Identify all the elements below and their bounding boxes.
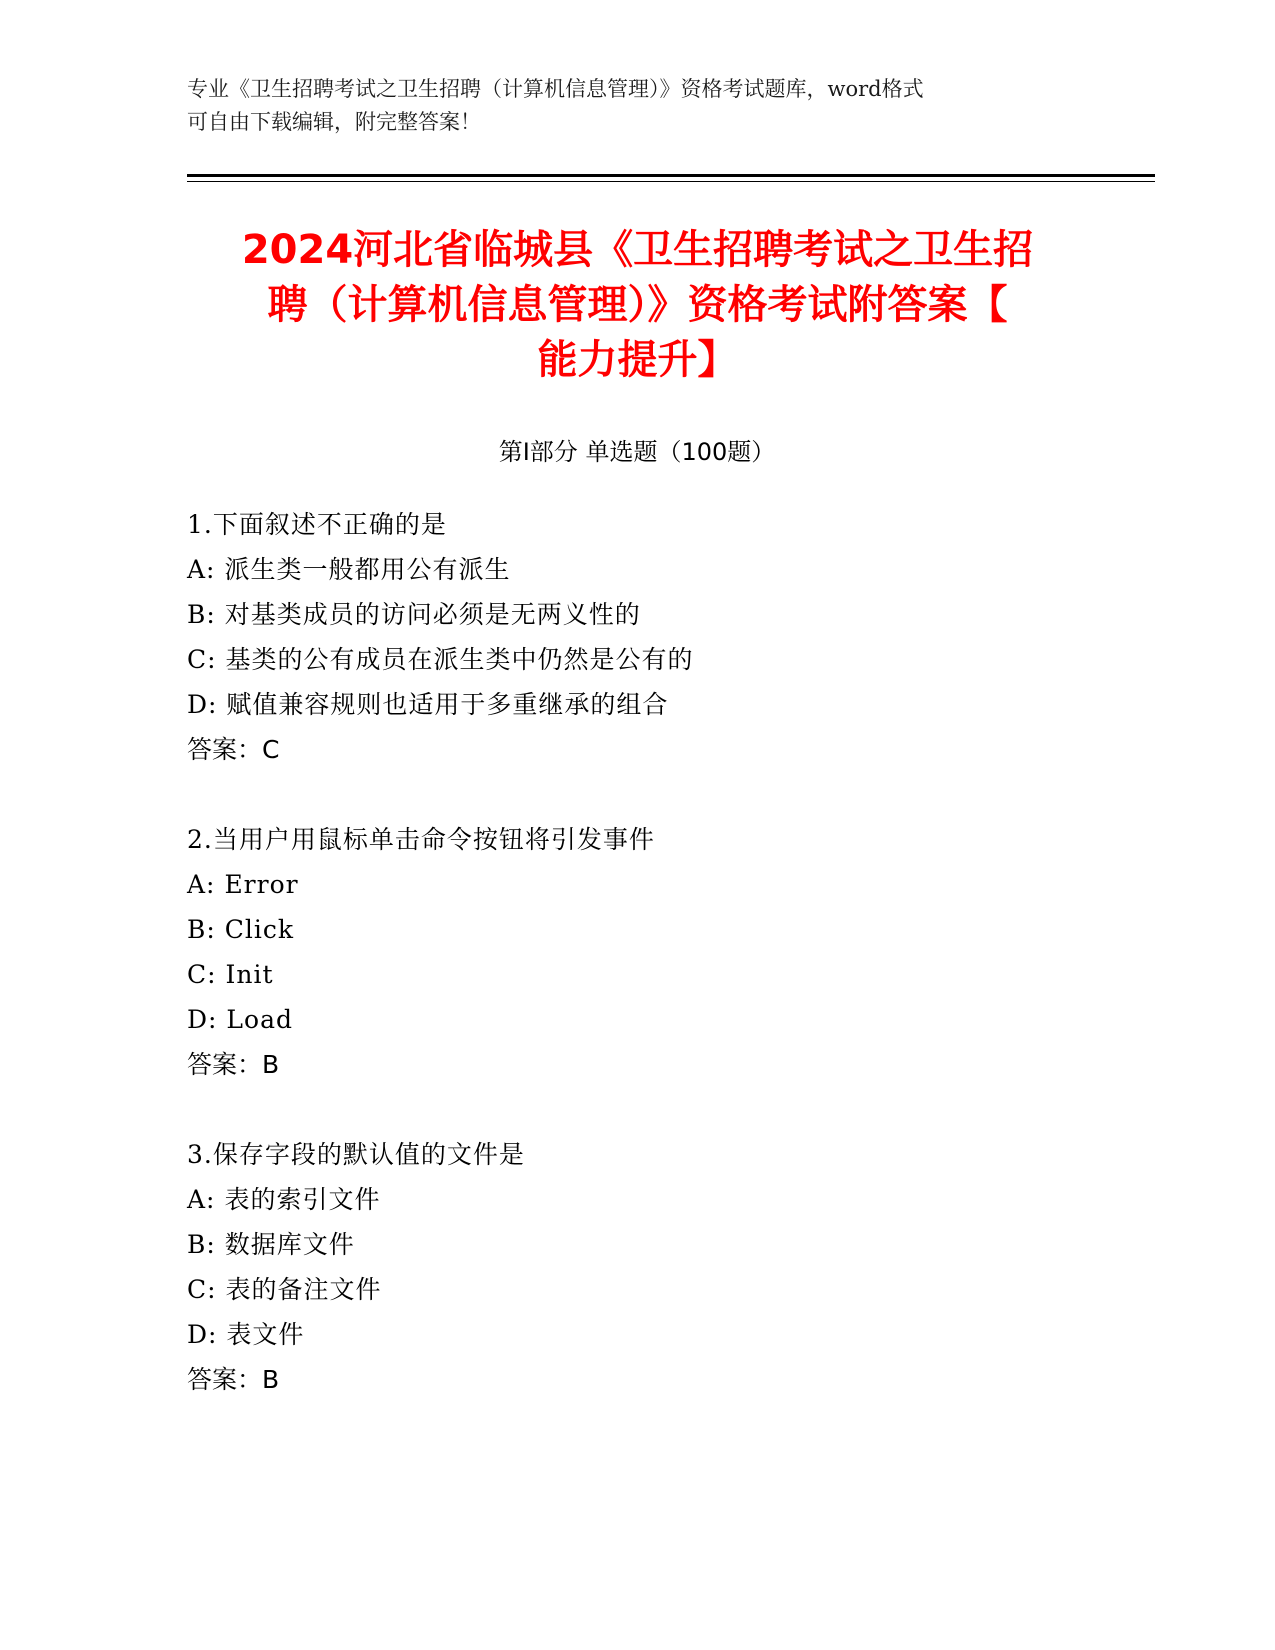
option-c	[187, 1267, 1137, 1312]
option-label: A:	[187, 870, 216, 899]
option-label: C:	[187, 645, 217, 674]
option-text: 派生类一般都用公有派生	[224, 555, 511, 584]
option-c	[187, 952, 1137, 997]
intro-line-1: 专业《卫生招聘考试之卫生招聘（计算机信息管理）》资格考试题库，word格式	[187, 77, 924, 101]
question-stem: 3.保存字段的默认值的文件是	[187, 1140, 525, 1169]
option-label: A:	[187, 1185, 216, 1214]
header-rule-thin	[187, 181, 1155, 182]
option-d	[187, 997, 1137, 1042]
option-d	[187, 682, 1137, 727]
option-text: Click	[224, 915, 295, 944]
answer: 答案：B	[187, 1365, 280, 1394]
document-title	[170, 223, 1105, 388]
header-rule-thick	[187, 174, 1155, 177]
option-d	[187, 1312, 1137, 1357]
option-text: 数据库文件	[224, 1230, 355, 1259]
option-b	[187, 592, 1137, 637]
option-label: C:	[187, 960, 217, 989]
option-label: A:	[187, 555, 216, 584]
option-b	[187, 907, 1137, 952]
question-2	[187, 817, 1137, 1087]
option-b	[187, 1222, 1137, 1267]
section-heading: 第Ⅰ部分 单选题（100题）	[498, 438, 776, 466]
intro-text	[187, 73, 1067, 139]
option-label: D:	[187, 1005, 218, 1034]
option-a	[187, 862, 1137, 907]
option-text: 基类的公有成员在派生类中仍然是公有的	[225, 645, 694, 674]
question-stem: 1.下面叙述不正确的是	[187, 510, 447, 539]
option-a	[187, 1177, 1137, 1222]
intro-line-2: 可自由下载编辑，附完整答案！	[187, 110, 481, 134]
option-label: B:	[187, 600, 216, 629]
option-text: 表文件	[226, 1320, 305, 1349]
question-3	[187, 1132, 1137, 1402]
option-text: Init	[225, 960, 274, 989]
option-text: 表的备注文件	[225, 1275, 382, 1304]
option-text: 表的索引文件	[224, 1185, 381, 1214]
answer: 答案：B	[187, 1050, 280, 1079]
option-label: C:	[187, 1275, 217, 1304]
question-stem: 2.当用户用鼠标单击命令按钮将引发事件	[187, 825, 655, 854]
title-line-2: 聘（计算机信息管理）》资格考试附答案【	[267, 282, 1008, 328]
option-label: D:	[187, 690, 218, 719]
option-label: D:	[187, 1320, 218, 1349]
option-label: B:	[187, 1230, 216, 1259]
option-c	[187, 637, 1137, 682]
option-text: 赋值兼容规则也适用于多重继承的组合	[226, 690, 669, 719]
question-1	[187, 502, 1137, 772]
option-a	[187, 547, 1137, 592]
title-line-3: 能力提升】	[537, 337, 738, 383]
option-text: Load	[226, 1005, 293, 1034]
title-line-1: 2024河北省临城县《卫生招聘考试之卫生招	[241, 227, 1034, 273]
option-text: Error	[224, 870, 299, 899]
option-label: B:	[187, 915, 216, 944]
answer: 答案：C	[187, 735, 280, 764]
option-text: 对基类成员的访问必须是无两义性的	[224, 600, 641, 629]
